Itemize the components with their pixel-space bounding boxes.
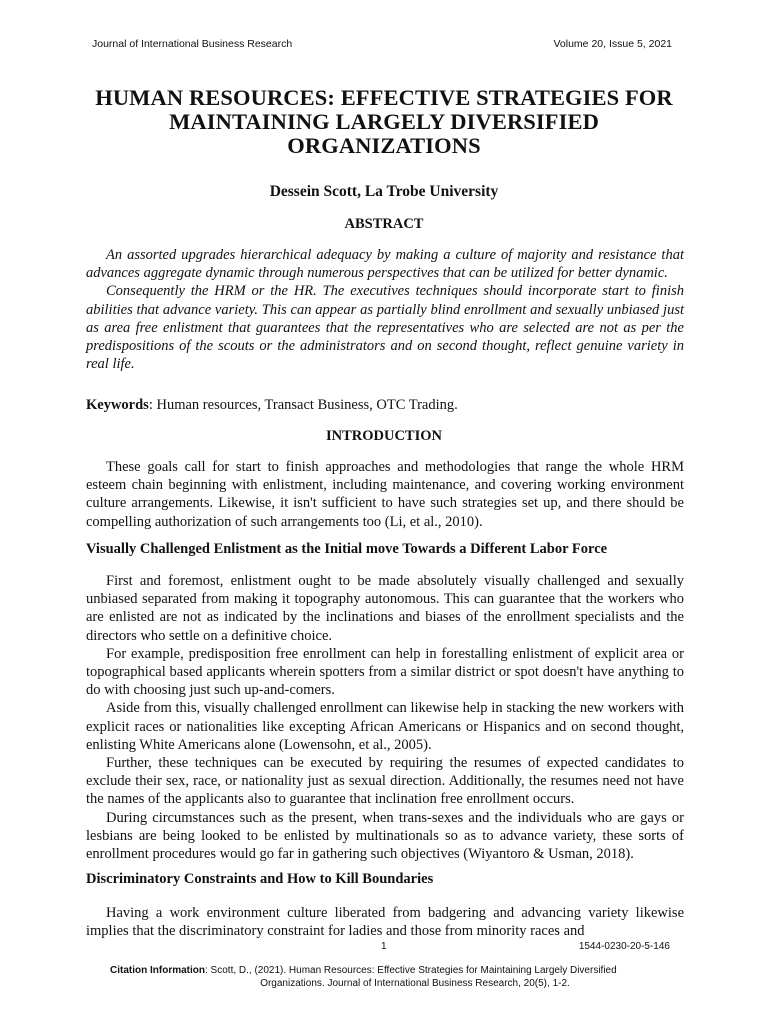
keywords-text: : Human resources, Transact Business, OTC Trading.: [148, 397, 458, 413]
citation-label: Citation Information: [110, 965, 205, 976]
section1-paragraph: First and foremost, enlistment ought to be made absolutely visually challenged and sexually unbiased separated from making it topography autonomous. This can guarantee that the workers who are enlisted are not as indicated by the inclinations and biases of the enrollment specialists and the directors who settle on a definitive choice.: [86, 573, 684, 644]
author-line: Dessein Scott, La Trobe University: [269, 183, 499, 200]
section1-paragraph: Aside from this, visually challenged enrollment can likewise help in stacking the new workers with explicit races or nationalities like excepting African Americans or Hispanics and on second thought, enlisting White Americans alone (Lowensohn, et al., 2005).: [86, 700, 684, 753]
section1-paragraph: During circumstances such as the present, when trans-sexes and the individuals who are gays or lesbians are being looked to be enlisted by multinationals so as to advance variety, these sorts of enrollment procedures would go far in gathering such objectives (Wiyantoro & Usman, 2018).: [86, 809, 684, 863]
keywords-line: [86, 397, 458, 414]
volume-issue: Volume 20, Issue 5, 2021: [553, 38, 672, 50]
page-number: 1: [381, 941, 387, 952]
citation-text-1: : Scott, D., (2021). Human Resources: Effective Strategies for Maintaining Largely Diversified: [205, 965, 617, 976]
abstract-paragraph: An assorted upgrades hierarchical adequacy by making a culture of majority and resistance that advances aggregate dynamic through numerous perspectives that can be utilized for better dynamic.: [86, 247, 684, 282]
paper-title: HUMAN RESOURCES: EFFECTIVE STRATEGIES FOR MAINTAINING LARGELY DIVERSIFIED ORGANIZATIONS: [95, 85, 673, 158]
document-id: 1544-0230-20-5-146: [578, 941, 670, 952]
abstract-heading: ABSTRACT: [344, 216, 424, 232]
section1-heading: Visually Challenged Enlistment as the Initial move Towards a Different Labor Force: [86, 541, 608, 557]
journal-name: Journal of International Business Research: [92, 38, 293, 50]
section2-paragraph: Having a work environment culture liberated from badgering and advancing variety likewise implies that the discriminatory constraint for ladies and those from minority races and: [86, 905, 684, 940]
introduction-heading: INTRODUCTION: [325, 428, 442, 444]
keywords-label: Keywords: [86, 397, 149, 413]
section2-body: [86, 904, 684, 940]
citation-information: [110, 965, 680, 990]
section1-paragraph: Further, these techniques can be executed by requiring the resumes of expected candidates to exclude their sex, race, or nationality just as sexual direction. Additionally, the resumes need not have the names of the applicants also to guarantee that inclination free enrollment occurs.: [86, 755, 684, 808]
citation-text-2: Organizations. Journal of International Business Research, 20(5), 1-2.: [260, 977, 570, 989]
section2-heading: Discriminatory Constraints and How to Kill Boundaries: [86, 871, 434, 887]
section1-body: [86, 572, 684, 863]
section1-paragraph: For example, predisposition free enrollment can help in forestalling enlistment of explicit area or topographical based applicants wherein spotters from a similar district or spot doesn't have anything to do with choosing just such up-and-comers.: [86, 645, 684, 699]
introduction-paragraph: These goals call for start to finish approaches and methodologies that range the whole HRM esteem chain beginning with enlistment, including maintenance, and covering working environment culture arrangements. Likewise, it isn't sufficient to have such strategies set up, and there should be compelling authorization of such arrangements too (Li, et al., 2010).: [86, 459, 684, 530]
abstract-paragraph: Consequently the HRM or the HR. The executives techniques should incorporate start to finish abilities that advance variety. This can appear as partially blind enrollment and sexually unbiased just as area free enlistment that guarantees that the representatives who are selected are not as per the predispositions of the scouts or the administrators and on second thought, reflect genuine variety in real life.: [86, 283, 684, 373]
introduction-body: [86, 458, 684, 531]
abstract-body: [86, 246, 684, 373]
